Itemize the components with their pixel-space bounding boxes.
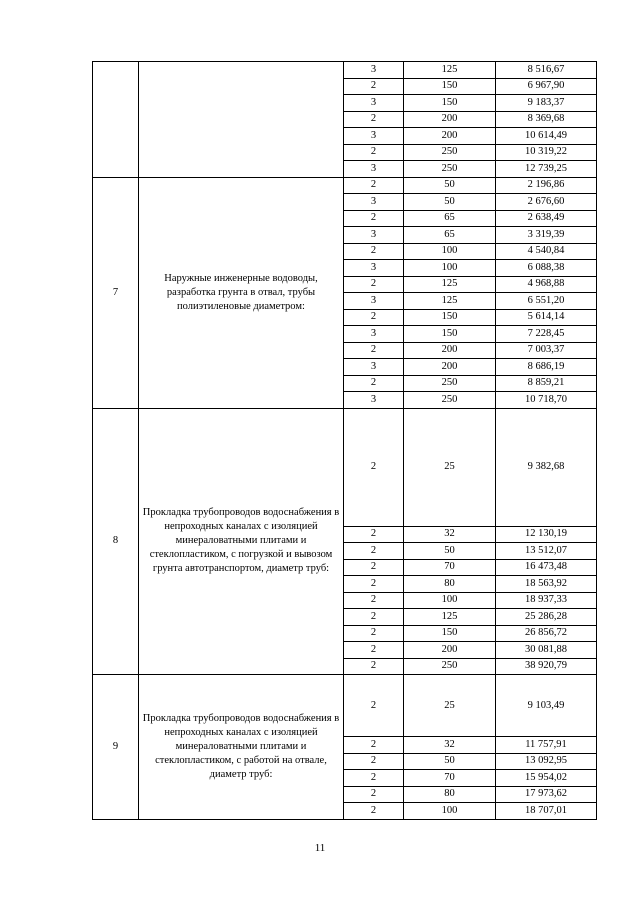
pipe-count-cell: 2 bbox=[344, 210, 404, 227]
price-cell: 2 676,60 bbox=[496, 194, 597, 211]
diameter-cell: 100 bbox=[404, 260, 496, 277]
pipe-count-cell: 2 bbox=[344, 592, 404, 609]
table-row bbox=[93, 408, 597, 526]
pipe-count-cell: 3 bbox=[344, 359, 404, 376]
price-cell: 9 103,49 bbox=[496, 675, 597, 737]
diameter-cell: 125 bbox=[404, 276, 496, 293]
item-description: Прокладка трубопроводов водоснабжения в непроходных каналах с изоляцией минераловатными плитами и стеклопластиком, с работой на отвале, диаметр труб: bbox=[139, 675, 344, 820]
diameter-cell: 25 bbox=[404, 675, 496, 737]
diameter-cell: 65 bbox=[404, 227, 496, 244]
price-cell: 11 757,91 bbox=[496, 737, 597, 754]
price-cell: 6 551,20 bbox=[496, 293, 597, 310]
price-cell: 9 183,37 bbox=[496, 95, 597, 112]
diameter-cell: 200 bbox=[404, 111, 496, 128]
price-cell: 4 540,84 bbox=[496, 243, 597, 260]
pipe-count-cell: 2 bbox=[344, 675, 404, 737]
item-description: Прокладка трубопроводов водоснабжения в непроходных каналах с изоляцией минераловатными плитами и стеклопластиком, с погрузкой и вывозом грунта автотранспортом, диаметр труб: bbox=[139, 408, 344, 675]
diameter-cell: 250 bbox=[404, 392, 496, 409]
pipe-count-cell: 2 bbox=[344, 408, 404, 526]
diameter-cell: 125 bbox=[404, 609, 496, 626]
item-number: 7 bbox=[93, 177, 139, 408]
pipe-count-cell: 2 bbox=[344, 658, 404, 675]
pipe-count-cell: 3 bbox=[344, 293, 404, 310]
price-cell: 7 228,45 bbox=[496, 326, 597, 343]
price-cell: 18 937,33 bbox=[496, 592, 597, 609]
pipe-count-cell: 2 bbox=[344, 737, 404, 754]
price-cell: 13 512,07 bbox=[496, 543, 597, 560]
diameter-cell: 50 bbox=[404, 177, 496, 194]
price-cell: 2 638,49 bbox=[496, 210, 597, 227]
item-number: 9 bbox=[93, 675, 139, 820]
diameter-cell: 50 bbox=[404, 753, 496, 770]
diameter-cell: 80 bbox=[404, 576, 496, 593]
price-table-body bbox=[93, 62, 597, 820]
price-cell: 18 707,01 bbox=[496, 803, 597, 820]
diameter-cell: 150 bbox=[404, 326, 496, 343]
price-cell: 10 614,49 bbox=[496, 128, 597, 145]
pipe-count-cell: 2 bbox=[344, 770, 404, 787]
item-description: Наружные инженерные водоводы, разработка грунта в отвал, трубы полиэтиленовые диаметром: bbox=[139, 177, 344, 408]
price-cell: 38 920,79 bbox=[496, 658, 597, 675]
diameter-cell: 32 bbox=[404, 526, 496, 543]
pipe-count-cell: 2 bbox=[344, 78, 404, 95]
pipe-count-cell: 3 bbox=[344, 392, 404, 409]
diameter-cell: 65 bbox=[404, 210, 496, 227]
pipe-count-cell: 2 bbox=[344, 177, 404, 194]
pipe-count-cell: 3 bbox=[344, 95, 404, 112]
diameter-cell: 150 bbox=[404, 309, 496, 326]
pipe-count-cell: 2 bbox=[344, 803, 404, 820]
price-table bbox=[92, 61, 597, 820]
diameter-cell: 70 bbox=[404, 770, 496, 787]
pipe-count-cell: 2 bbox=[344, 576, 404, 593]
diameter-cell: 250 bbox=[404, 144, 496, 161]
item-number: 8 bbox=[93, 408, 139, 675]
table-row bbox=[93, 62, 597, 79]
price-cell: 30 081,88 bbox=[496, 642, 597, 659]
pipe-count-cell: 2 bbox=[344, 753, 404, 770]
pipe-count-cell: 2 bbox=[344, 375, 404, 392]
diameter-cell: 200 bbox=[404, 128, 496, 145]
diameter-cell: 125 bbox=[404, 293, 496, 310]
price-cell: 16 473,48 bbox=[496, 559, 597, 576]
diameter-cell: 150 bbox=[404, 78, 496, 95]
diameter-cell: 200 bbox=[404, 359, 496, 376]
pipe-count-cell: 2 bbox=[344, 342, 404, 359]
diameter-cell: 100 bbox=[404, 243, 496, 260]
diameter-cell: 250 bbox=[404, 658, 496, 675]
price-cell: 8 369,68 bbox=[496, 111, 597, 128]
pipe-count-cell: 2 bbox=[344, 111, 404, 128]
pipe-count-cell: 2 bbox=[344, 609, 404, 626]
price-cell: 3 319,39 bbox=[496, 227, 597, 244]
table-row bbox=[93, 177, 597, 194]
price-cell: 10 718,70 bbox=[496, 392, 597, 409]
diameter-cell: 200 bbox=[404, 642, 496, 659]
diameter-cell: 32 bbox=[404, 737, 496, 754]
diameter-cell: 125 bbox=[404, 62, 496, 79]
price-cell: 25 286,28 bbox=[496, 609, 597, 626]
price-cell: 2 196,86 bbox=[496, 177, 597, 194]
price-cell: 4 968,88 bbox=[496, 276, 597, 293]
diameter-cell: 70 bbox=[404, 559, 496, 576]
pipe-count-cell: 2 bbox=[344, 543, 404, 560]
pipe-count-cell: 3 bbox=[344, 326, 404, 343]
price-cell: 10 319,22 bbox=[496, 144, 597, 161]
pipe-count-cell: 2 bbox=[344, 559, 404, 576]
diameter-cell: 250 bbox=[404, 375, 496, 392]
diameter-cell: 150 bbox=[404, 95, 496, 112]
pipe-count-cell: 2 bbox=[344, 243, 404, 260]
price-cell: 18 563,92 bbox=[496, 576, 597, 593]
pipe-count-cell: 3 bbox=[344, 194, 404, 211]
price-cell: 9 382,68 bbox=[496, 408, 597, 526]
pipe-count-cell: 2 bbox=[344, 526, 404, 543]
pipe-count-cell: 2 bbox=[344, 625, 404, 642]
price-cell: 12 739,25 bbox=[496, 161, 597, 178]
price-cell: 12 130,19 bbox=[496, 526, 597, 543]
pipe-count-cell: 2 bbox=[344, 786, 404, 803]
pipe-count-cell: 3 bbox=[344, 227, 404, 244]
price-cell: 7 003,37 bbox=[496, 342, 597, 359]
price-cell: 26 856,72 bbox=[496, 625, 597, 642]
page-number: 11 bbox=[314, 842, 326, 854]
diameter-cell: 150 bbox=[404, 625, 496, 642]
diameter-cell: 200 bbox=[404, 342, 496, 359]
pipe-count-cell: 3 bbox=[344, 128, 404, 145]
pipe-count-cell: 2 bbox=[344, 276, 404, 293]
diameter-cell: 50 bbox=[404, 543, 496, 560]
pipe-count-cell: 2 bbox=[344, 309, 404, 326]
diameter-cell: 100 bbox=[404, 803, 496, 820]
price-cell: 6 088,38 bbox=[496, 260, 597, 277]
item-description bbox=[139, 62, 344, 178]
diameter-cell: 25 bbox=[404, 408, 496, 526]
price-cell: 8 859,21 bbox=[496, 375, 597, 392]
diameter-cell: 250 bbox=[404, 161, 496, 178]
pipe-count-cell: 3 bbox=[344, 62, 404, 79]
diameter-cell: 50 bbox=[404, 194, 496, 211]
pipe-count-cell: 2 bbox=[344, 144, 404, 161]
item-number bbox=[93, 62, 139, 178]
table-row bbox=[93, 675, 597, 737]
price-cell: 8 686,19 bbox=[496, 359, 597, 376]
pipe-count-cell: 2 bbox=[344, 642, 404, 659]
diameter-cell: 80 bbox=[404, 786, 496, 803]
price-cell: 6 967,90 bbox=[496, 78, 597, 95]
price-cell: 13 092,95 bbox=[496, 753, 597, 770]
pipe-count-cell: 3 bbox=[344, 161, 404, 178]
pipe-count-cell: 3 bbox=[344, 260, 404, 277]
price-cell: 8 516,67 bbox=[496, 62, 597, 79]
price-cell: 15 954,02 bbox=[496, 770, 597, 787]
price-cell: 17 973,62 bbox=[496, 786, 597, 803]
diameter-cell: 100 bbox=[404, 592, 496, 609]
price-cell: 5 614,14 bbox=[496, 309, 597, 326]
